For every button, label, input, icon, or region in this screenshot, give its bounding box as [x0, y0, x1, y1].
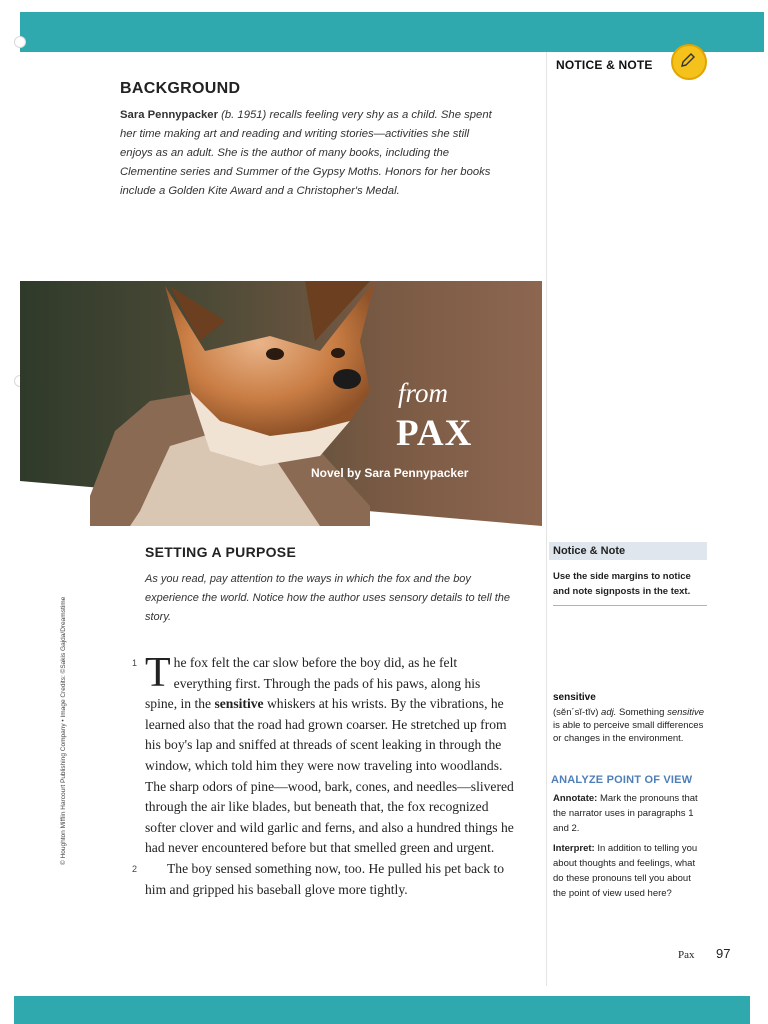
- setting-purpose-text: As you read, pay attention to the ways in which the fox and the boy experience the world. Notice how the author uses sensory details to tell the story.: [145, 573, 511, 623]
- background-body: (b. 1951) recalls feeling very shy as a child. She spent her time making art and reading and writing stories—activities she still enjoys as an adult. She is the author of many books, including the Clementine series and Summer of the Gypsy Moths. Honors for her books include a Golden Kite Award and a Christopher's Medal.: [120, 109, 492, 197]
- vocab-def-text-b: is able to perceive small differences or changes in the environment.: [553, 720, 704, 744]
- interpret-note: [553, 841, 705, 901]
- notice-note-box-text: Use the side margins to notice and note signposts in the text.: [553, 571, 691, 597]
- setting-purpose-heading: SETTING A PURPOSE: [145, 544, 297, 560]
- top-color-band: [20, 12, 764, 52]
- background-text: [120, 106, 500, 201]
- paragraph-number: 1: [132, 658, 138, 668]
- story-text: [132, 650, 515, 900]
- vocab-part-of-speech: adj.: [601, 707, 617, 718]
- vocab-def-word: sensitive: [667, 707, 705, 718]
- interpret-label: Interpret:: [553, 843, 595, 854]
- paragraph-1-text-b: whiskers at his wrists. By the vibrations, he learned also that the road had grown coarser. He stretched up from his boy's lap and sniffed at threads of scent leaking in through the window, which told him they were now traveling into woodlands. The sharp odors of pine—wood, bark, cones, and needles—slivered through the air like blades, but beneath that, the fox recognized softer clover and wild garlic and ferns, and also a hundred things he had never encountered before but that smelled green and urgent.: [145, 696, 514, 856]
- footer-title: Pax: [678, 949, 695, 961]
- page-number: 97: [716, 946, 731, 961]
- pencil-icon: [679, 52, 697, 70]
- paragraph-1: [132, 650, 515, 859]
- interpret-text: In addition to telling you about thoughts and feelings, what do these pronouns tell you about the point of view used here?: [553, 843, 698, 899]
- paragraph-2: [132, 859, 515, 900]
- hero-title: PAX: [396, 413, 473, 454]
- notice-note-box-title: Notice & Note: [549, 542, 707, 560]
- background-heading: BACKGROUND: [120, 80, 241, 97]
- annotate-note: [553, 791, 705, 836]
- author-name: Sara Pennypacker: [120, 109, 218, 121]
- hero-fox-image: [20, 281, 542, 526]
- hero-from-text: from: [398, 378, 449, 408]
- drop-cap: T: [145, 650, 171, 696]
- vocab-word: sensitive: [553, 692, 596, 703]
- annotate-text: Mark the pronouns that the narrator uses in paragraphs 1 and 2.: [553, 793, 698, 834]
- vocab-definition: [553, 706, 709, 745]
- punch-hole: [14, 36, 26, 48]
- fox-photo: [20, 281, 542, 526]
- image-credit: © Houghton Mifflin Harcourt Publishing Company • Image Credits: ©Sakis Gajda/Dreamstime: [60, 596, 67, 865]
- notice-note-header: NOTICE & NOTE: [556, 58, 653, 72]
- vocab-pronunciation: (sĕn´sĭ-tĭv): [553, 707, 602, 718]
- annotate-label: Annotate:: [553, 793, 598, 804]
- paragraph-1-text-a: he fox felt the car slow before the boy did, as he felt everything first. Through the pads of his paws, along his spine, in the: [145, 655, 481, 712]
- notice-note-badge: [671, 44, 707, 80]
- analyze-heading: ANALYZE POINT OF VIEW: [551, 774, 693, 786]
- paragraph-number: 2: [132, 863, 138, 874]
- paragraph-2-text: The boy sensed something now, too. He pulled his pet back to him and gripped his baseball glove more tightly.: [145, 860, 505, 897]
- bottom-color-band: [14, 996, 750, 1024]
- hero-byline: Novel by Sara Pennypacker: [311, 466, 469, 480]
- vocab-highlight: sensitive: [214, 696, 264, 712]
- vocab-def-text-a: Something: [616, 707, 668, 718]
- divider: [553, 605, 707, 606]
